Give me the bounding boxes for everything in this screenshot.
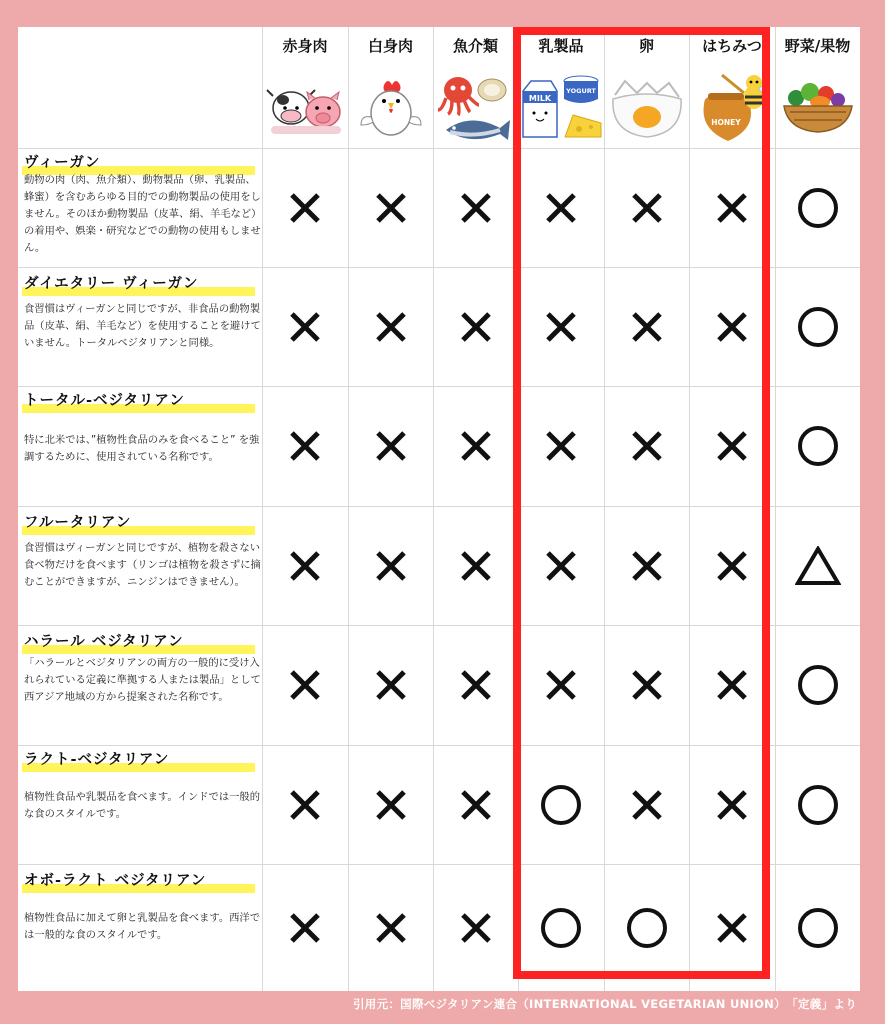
highlight-box — [513, 27, 770, 979]
svg-text:HONEY: HONEY — [711, 118, 741, 127]
column-header: 白身肉 — [367, 37, 413, 55]
svg-text:YOGURT: YOGURT — [566, 87, 596, 95]
circle-mark — [775, 267, 860, 386]
cross-mark — [433, 506, 518, 625]
cross-mark — [348, 864, 433, 991]
cross-mark — [262, 864, 348, 991]
triangle-mark — [775, 506, 860, 625]
row-title-text: ヴィーガン — [24, 155, 101, 171]
cross-mark — [348, 386, 433, 506]
cow-pig-icon — [262, 69, 348, 147]
cross-mark — [262, 267, 348, 386]
column-header: 赤身肉 — [282, 37, 328, 55]
column-header: はちみつ — [702, 37, 762, 55]
row-title — [24, 514, 131, 532]
cross-mark — [433, 267, 518, 386]
citation-footer: 引用元：国際ベジタリアン連合（INTERNATIONAL VEGETARIAN UNION） 「定義」より — [352, 997, 857, 1011]
row-title — [24, 751, 169, 769]
row-title — [24, 872, 206, 890]
cross-mark — [348, 506, 433, 625]
vegetable-basket-icon — [775, 69, 860, 147]
circle-mark — [775, 864, 860, 991]
row-title — [24, 392, 185, 410]
svg-text:MILK: MILK — [528, 94, 552, 103]
cross-mark — [433, 864, 518, 991]
row-title — [24, 154, 100, 172]
row-description: 植物性食品や乳製品を食べます。インドでは一般的な食のスタイルです。 — [24, 791, 261, 820]
cross-mark — [433, 386, 518, 506]
circle-mark — [775, 745, 860, 864]
cross-mark — [348, 625, 433, 745]
row-description: 食習慣はヴィーガンと同じですが、非食品の動物製品（皮革、絹、羊毛など）を使用することを避けていません。トータルベジタリアンと同様。 — [24, 303, 261, 349]
row-title — [24, 633, 184, 651]
column-header: 野菜/果物 — [784, 37, 851, 55]
cross-mark — [262, 148, 348, 267]
cross-mark — [348, 148, 433, 267]
chicken-icon — [348, 69, 433, 147]
seafood-icon — [433, 69, 518, 147]
circle-mark — [775, 148, 860, 267]
cross-mark — [433, 148, 518, 267]
cross-mark — [262, 506, 348, 625]
row-title-text: ダイエタリー ヴィーガン — [24, 276, 199, 292]
row-title-text: ハラール ベジタリアン — [24, 634, 184, 650]
row-description: 植物性食品に加えて卵と乳製品を食べます。西洋では一般的な食のスタイルです。 — [24, 912, 261, 941]
cross-mark — [433, 625, 518, 745]
cross-mark — [348, 267, 433, 386]
row-title-text: フルータリアン — [24, 515, 132, 531]
cross-mark — [262, 745, 348, 864]
cross-mark — [262, 386, 348, 506]
column-header: 卵 — [638, 37, 654, 55]
row-description: 動物の肉（肉、魚介類）、動物製品（卵、乳製品、蜂蜜）を含むあらゆる目的での動物製品の使用をしません。そのほか動物製品（皮革、絹、羊毛など）の着用や、娯楽・研究などでの動物の使用もしません。 — [24, 174, 261, 254]
row-description: 「ハラールとベジタリアンの両方の一般的に受け入れられている定義に準拠する人または製品」として西アジア地域の方から提案された名称です。 — [24, 657, 261, 703]
row-title-text: ラクト-ベジタリアン — [24, 752, 170, 768]
cross-mark — [433, 745, 518, 864]
cross-mark — [262, 625, 348, 745]
row-description: 食習慣はヴィーガンと同じですが、植物を殺さない食べ物だけを食べます（リンゴは植物を殺さずに摘むことができますが、ニンジンはできません）。 — [24, 542, 261, 588]
row-description: 特に北米では、”植物性食品のみを食べること” を強調するために、使用されている名称です。 — [24, 434, 260, 463]
column-header: 魚介類 — [452, 37, 498, 55]
circle-mark — [775, 625, 860, 745]
column-header: 乳製品 — [538, 37, 584, 55]
row-title-text: トータル-ベジタリアン — [24, 393, 185, 409]
cross-mark — [348, 745, 433, 864]
row-title-text: オボ-ラクト ベジタリアン — [24, 873, 207, 889]
row-title — [24, 275, 199, 293]
circle-mark — [775, 386, 860, 506]
